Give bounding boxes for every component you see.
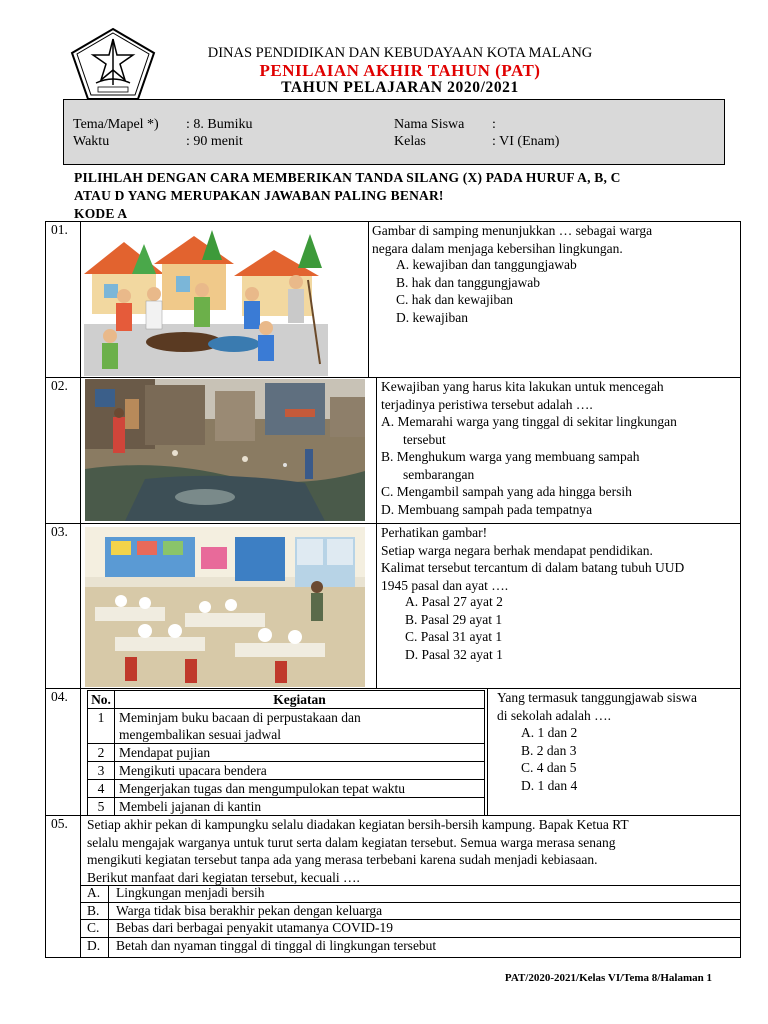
theme-value: : 8. Bumiku <box>186 117 253 132</box>
option-text: Bebas dari berbagai penyakit utamanya COVID-19 <box>116 920 394 935</box>
question-2-options <box>381 413 677 519</box>
instruction-line-2: ATAU D YANG MERUPAKAN JAWABAN PALING BENAR! <box>74 188 444 203</box>
academic-year: TAHUN PELAJARAN 2020/2021 <box>281 79 519 96</box>
activity-table-header <box>88 691 485 709</box>
exam-info-box <box>63 99 725 165</box>
photo-polluted-river <box>85 379 365 521</box>
question-2-number: 02. <box>51 378 68 393</box>
question-3-options <box>405 593 503 663</box>
instruction-line-1: PILIHLAH DENGAN CARA MEMBERIKAN TANDA SILANG (X) PADA HURUF A, B, C <box>74 170 621 185</box>
question-2-option-a[interactable]: A. Memarahi warga yang tinggal di sekitar lingkungan <box>381 414 677 429</box>
option-text: Betah dan nyaman tinggal di tinggal di lingkungan tersebut <box>116 938 437 953</box>
question-3-number: 03. <box>51 524 68 539</box>
question-4-text: Yang termasuk tanggungjawab siswa di sekolah adalah …. <box>497 690 697 723</box>
option-text: Lingkungan menjadi bersih <box>116 885 265 900</box>
question-2-option-d[interactable]: D. Membuang sampah pada tempatnya <box>381 501 593 517</box>
table-row: 3 Mengikuti upacara bendera <box>88 762 485 780</box>
question-4-option-d[interactable]: D. 1 dan 4 <box>521 777 578 793</box>
exam-code: KODE A <box>74 206 128 221</box>
question-3-option-c[interactable]: C. Pasal 31 ayat 1 <box>405 629 503 645</box>
table-row: 1 Meminjam buku bacaan di perpustakaan dan mengembalikan sesuai jadwal <box>88 709 485 744</box>
time-label: Waktu <box>73 134 110 149</box>
question-4-options <box>521 724 577 794</box>
question-3-option-d[interactable]: D. Pasal 32 ayat 1 <box>405 646 503 662</box>
question-3-text: Perhatikan gambar! Setiap warga negara berhak mendapat pendidikan. Kalimat tersebut tercantum di dalam batang tubuh UUD 1945 pasal dan ayat …. <box>381 525 685 593</box>
agency-name: DINAS PENDIDIKAN DAN KEBUDAYAAN KOTA MALANG <box>207 45 593 61</box>
question-2-option-b-cont: sembarangan <box>403 466 475 482</box>
student-name-label: Nama Siswa <box>394 117 465 132</box>
question-2-option-c[interactable]: C. Mengambil sampah yang ada hingga bersih <box>381 484 632 500</box>
option-letter: A. <box>87 885 101 900</box>
table-row: 2 Mendapat pujian <box>88 744 485 762</box>
question-1-options <box>396 256 577 326</box>
column-activity: Kegiatan <box>115 691 485 709</box>
question-1-option-c[interactable]: C. hak dan kewajiban <box>396 292 513 308</box>
photo-classroom <box>85 527 365 687</box>
table-row: 5 Membeli jajanan di kantin <box>88 798 485 816</box>
option-text: Warga tidak bisa berakhir pekan dengan keluarga <box>116 903 383 918</box>
question-1-option-d[interactable]: D. kewajiban <box>396 309 468 325</box>
page-footer: PAT/2020-2021/Kelas VI/Tema 8/Halaman 1 <box>504 972 712 984</box>
question-3-option-a[interactable]: A. Pasal 27 ayat 2 <box>405 594 503 609</box>
question-5-text: Setiap akhir pekan di kampungku selalu diadakan kegiatan bersih-bersih kampung. Bapak Ketua RT selalu mengajak warganya untuk turut serta dalam kegiatan tersebut. Semua warga merasa senang mengikuti kegiatan tersebut tanpa ada yang merasa terbebani karena sudah menjadi kebiasaan. Berikut manfaat dari kegiatan tersebut, kecuali …. <box>87 817 629 885</box>
class-label: Kelas <box>394 134 426 149</box>
question-1-text: Gambar di samping menunjukkan … sebagai warga negara dalam menjaga kebersihan lingkungan. <box>372 223 653 256</box>
time-value: : 90 menit <box>186 134 243 149</box>
question-1-option-b[interactable]: B. hak dan tanggungjawab <box>396 274 540 290</box>
theme-label: Tema/Mapel *) <box>73 117 159 132</box>
illustration-community-cleanup <box>84 224 328 376</box>
option-letter: D. <box>87 938 101 953</box>
question-4-option-c[interactable]: C. 4 dan 5 <box>521 760 577 776</box>
class-value: : VI (Enam) <box>492 134 560 149</box>
question-1-number: 01. <box>51 222 68 237</box>
question-3-option-b[interactable]: B. Pasal 29 ayat 1 <box>405 611 503 627</box>
question-4-number: 04. <box>51 689 68 704</box>
instructions <box>74 169 724 223</box>
student-name-value: : <box>492 117 496 132</box>
question-4-option-b[interactable]: B. 2 dan 3 <box>521 742 577 758</box>
question-2-text: Kewajiban yang harus kita lakukan untuk mencegah terjadinya peristiwa tersebut adalah …. <box>381 379 664 412</box>
table-row: 4 Mengerjakan tugas dan mengumpulokan tepat waktu <box>88 780 485 798</box>
question-2-option-b[interactable]: B. Menghukum warga yang membuang sampah <box>381 449 640 465</box>
exam-title: PENILAIAN AKHIR TAHUN (PAT) <box>259 61 541 80</box>
option-letter: C. <box>87 920 100 935</box>
question-4-option-a[interactable]: A. 1 dan 2 <box>521 725 578 740</box>
question-5-number: 05. <box>51 816 68 831</box>
option-letter: B. <box>87 903 100 918</box>
column-no: No. <box>88 691 115 709</box>
activity-table <box>87 690 485 816</box>
question-2-option-a-cont: tersebut <box>403 431 446 447</box>
question-1-option-a[interactable]: A. kewajiban dan tanggungjawab <box>396 257 577 272</box>
